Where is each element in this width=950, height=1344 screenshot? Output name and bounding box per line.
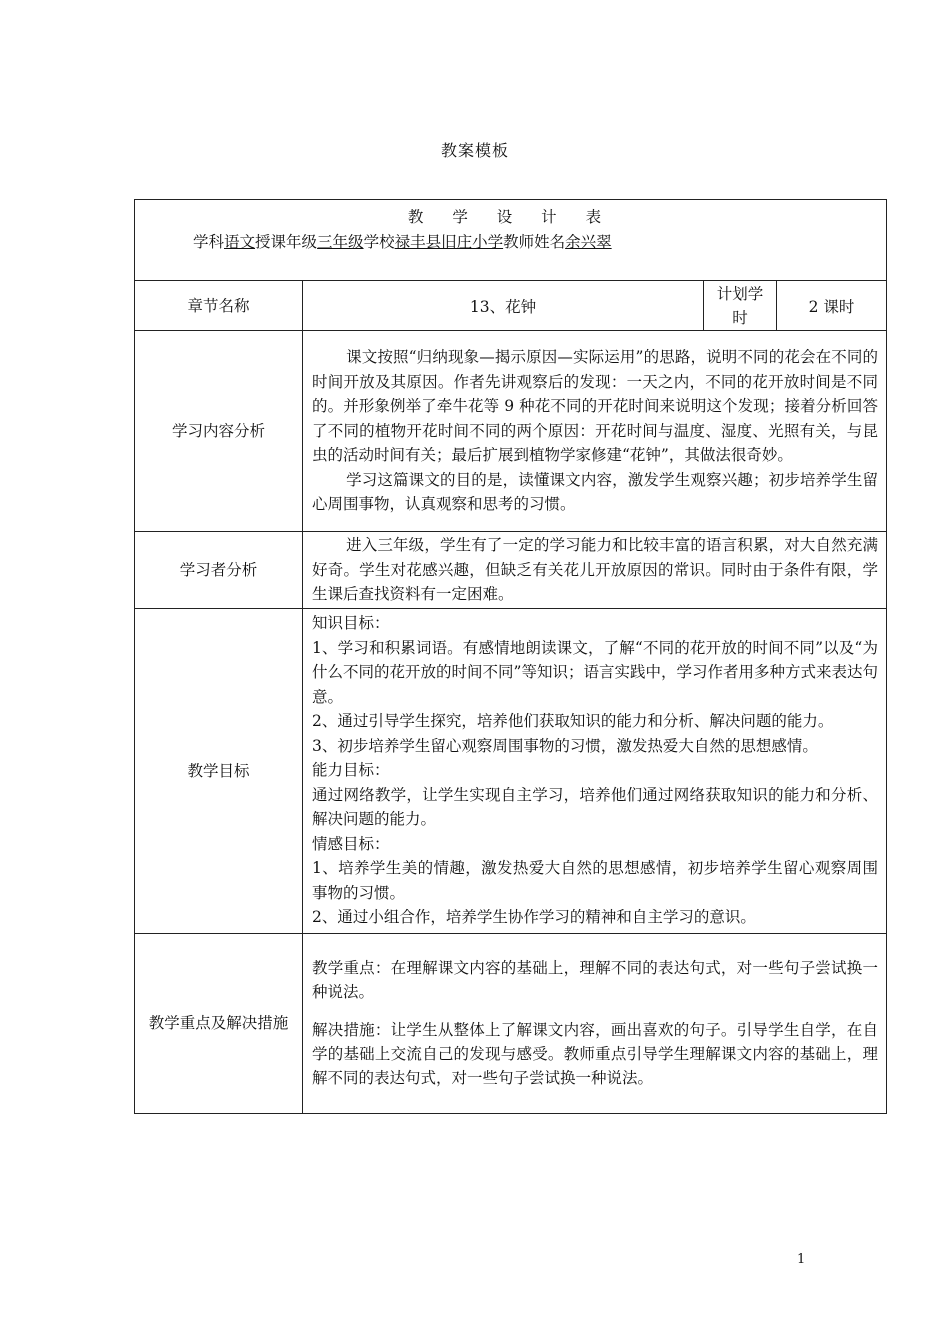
content-analysis-paragraph: 课文按照“归纳现象—揭示原因—实际运用”的思路，说明不同的花会在不同的时间开放及其原因。作者先讲观察后的发现：一天之内，不同的花开放时间是不同的。并形象例举了牵牛花等 9 种花不同的开花时间来说明这个发现；接着分析回答了不同的植物开花时间不同的两个原因：开花时间与温度、湿度、光照有关，与昆虫的活动时间有关；最后扩展到植物学家修建“花钟”，其做法很奇妙。 xyxy=(312,348,878,465)
course-info-line xyxy=(193,231,886,253)
teaching-objectives-row xyxy=(135,608,887,933)
key-point-line: 解决措施：让学生从整体上了解课文内容，画出喜欢的句子。引导学生自学，在自学的基础上交流自己的发现与感受。教师重点引导学生理解课文内容的基础上，理解不同的表达句式，对一些句子尝试换一种说法。 xyxy=(312,1021,878,1087)
table-title: 教 学 设 计 表 xyxy=(407,208,614,226)
page-number: 1 xyxy=(797,1252,806,1267)
document-title: 教案模板 xyxy=(440,141,509,160)
objective-line: 能力目标： xyxy=(312,761,390,780)
chapter-name: 13、花钟 xyxy=(303,281,704,331)
learner-analysis-label: 学习者分析 xyxy=(135,532,303,609)
teaching-objectives-text xyxy=(303,608,887,933)
key-points-label: 教学重点及解决措施 xyxy=(135,933,303,1113)
key-point-line: 教学重点：在理解课文内容的基础上，理解不同的表达句式，对一些句子尝试换一种说法。 xyxy=(312,959,878,1001)
content-analysis-text xyxy=(303,331,887,532)
objective-line: 通过网络教学，让学生实现自主学习，培养他们通过网络获取知识的能力和分析、解决问题的能力。 xyxy=(312,785,878,829)
learner-analysis-text xyxy=(303,532,887,609)
objective-line: 1、学习和积累词语。有感情地朗读课文，了解“不同的花开放的时间不同”以及“为什么不同的花开放的时间不同”等知识；语言实践中，学习作者用多种方式来表达句意。 xyxy=(312,638,878,706)
grade-value: 三年级 xyxy=(317,233,364,251)
table-header-row xyxy=(135,200,887,281)
objective-line: 知识目标： xyxy=(312,614,390,633)
objective-line: 情感目标： xyxy=(312,834,390,853)
teacher-label: 教师姓名 xyxy=(503,233,566,251)
school-value: 禄丰县旧庄小学 xyxy=(394,233,504,251)
key-points-text xyxy=(303,933,887,1113)
objective-line: 2、通过小组合作，培养学生协作学习的精神和自主学习的意识。 xyxy=(312,908,756,927)
grade-label: 授课年级 xyxy=(255,233,318,251)
planned-hours-value: 2 课时 xyxy=(777,281,887,331)
subject-label: 学科 xyxy=(193,233,225,251)
chapter-row xyxy=(135,281,887,331)
objective-line: 3、初步培养学生留心观察周围事物的习惯，激发热爱大自然的思想感情。 xyxy=(312,736,818,755)
learner-analysis-row xyxy=(135,532,887,609)
objective-line: 1、培养学生美的情趣，激发热爱大自然的思想感情，初步培养学生留心观察周围事物的习惯。 xyxy=(312,859,878,902)
teaching-objectives-label: 教学目标 xyxy=(135,608,303,933)
content-analysis-paragraph: 学习这篇课文的目的是，读懂课文内容，激发学生观察兴趣；初步培养学生留心周围事物，认真观察和思考的习惯。 xyxy=(312,470,878,514)
objective-line: 2、通过引导学生探究，培养他们获取知识的能力和分析、解决问题的能力。 xyxy=(312,712,834,731)
key-points-row xyxy=(135,933,887,1113)
content-analysis-label: 学习内容分析 xyxy=(135,331,303,532)
planned-hours-label: 计划学时 xyxy=(704,281,777,331)
content-analysis-row xyxy=(135,331,887,532)
subject-value: 语文 xyxy=(224,233,256,251)
chapter-label: 章节名称 xyxy=(135,281,303,331)
school-label: 学校 xyxy=(363,233,395,251)
table-header-cell xyxy=(135,200,887,281)
teacher-value: 余兴翠 xyxy=(565,233,612,251)
lesson-design-table xyxy=(134,199,887,1114)
learner-analysis-paragraph: 进入三年级，学生有了一定的学习能力和比较丰富的语言积累，对大自然充满好奇。学生对花感兴趣，但缺乏有关花儿开放原因的常识。同时由于条件有限，学生课后查找资料有一定困难。 xyxy=(312,536,878,603)
